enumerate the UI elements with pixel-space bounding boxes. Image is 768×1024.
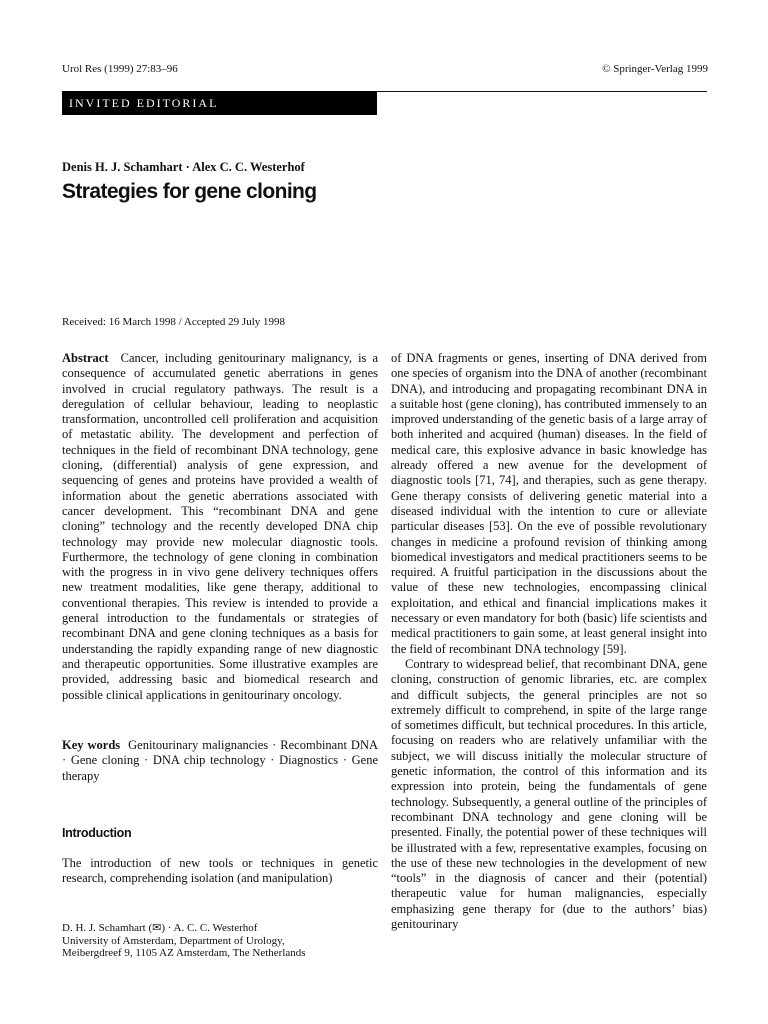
author-affiliation-footnote xyxy=(62,922,378,960)
footnote-line-1: D. H. J. Schamhart (✉) · A. C. C. Westerhof xyxy=(62,922,258,934)
received-dates: Received: 16 March 1998 / Accepted 29 July 1998 xyxy=(62,316,286,328)
journal-reference: Urol Res (1999) 27:83–96 xyxy=(62,63,178,75)
right-paragraph-1: of DNA fragments or genes, inserting of DNA derived from one species of organism into the DNA of another (recombinant DNA), and introducing and propagating recombinant DNA in a suitable host (gene cloning), has contributed immensely to an improved understanding of the genetic basis of a large array of both inherited and acquired (human) diseases. In the field of medical care, this explosive advance in basic knowledge has already offered a new avenue for the development of diagnostic tools [71, 74], and therapies, such as gene therapy. Gene therapy consists of delivering genetic material into a diseased individual with the intention to cure or alleviate particular diseases [53]. On the eve of possible revolutionary changes in medicine a profound revision of thinking among biomedical investigators and medical practitioners seems to be required. A fruitful participation in the discussions about the value of these new technologies, encompassing clinical exploitation, and ethical and financial implications makes it necessary or even mandatory for both (basic) life scientists and medical practitioners to gain some, at least general insight into the field of recombinant DNA technology [59]. xyxy=(391,351,707,656)
article-title: Strategies for gene cloning xyxy=(62,180,317,203)
abstract-text: Cancer, including genitourinary malignancy, is a consequence of accumulated genetic aberrations in genes involved in crucial regulatory pathways. The result is a deregulation of cellular behaviour, leading to neoplastic transformation, uncontrolled cell proliferation and acquisition of metastatic ability. The development and perfection of techniques in the field of recombinant DNA technology, gene cloning, (differential) analysis of gene expression, and sequencing of genes and proteins have provided a wealth of information about the genetic aberrations associated with cancer development. This “recombinant DNA and gene cloning” technology and the recently developed DNA chip technology may provide new molecular diagnostic tools. Furthermore, the technology of gene cloning in combination with the progress in in vivo gene delivery techniques offers new treatment modalities, like gene therapy, additional to conventional therapies. This review is intended to provide a general introduction to the fundamentals or strategies of recombinant DNA and gene cloning techniques as a basis for understanding the rapidly expanding range of new diagnostic and therapeutic opportunities. Some illustrative examples are provided, addressing basic and biomedical research and possible clinical applications in genitourinary oncology. xyxy=(62,351,379,702)
right-column xyxy=(391,351,707,932)
header-rule xyxy=(377,91,707,92)
keywords-text: Genitourinary malignancies · Recombinant DNA · Gene cloning · DNA chip technology · Diagnostics · Gene therapy xyxy=(62,738,379,783)
keywords xyxy=(62,738,378,784)
introduction-heading: Introduction xyxy=(62,826,132,840)
footnote-line-3: Meibergdreef 9, 1105 AZ Amsterdam, The Netherlands xyxy=(62,947,306,959)
copyright-notice: © Springer-Verlag 1999 xyxy=(602,63,708,75)
footnote-line-2: University of Amsterdam, Department of Urology, xyxy=(62,934,285,947)
introduction-text: The introduction of new tools or techniques in genetic research, comprehending isolation (and manipulation) xyxy=(62,856,378,886)
abstract xyxy=(62,351,378,703)
article-type-banner: INVITED EDITORIAL xyxy=(62,91,377,115)
keywords-label: Key words xyxy=(62,738,121,752)
right-paragraph-2: Contrary to widespread belief, that recombinant DNA, gene cloning, construction of genomic libraries, etc. are complex and difficult subjects, the general principles are not so extremely difficult to comprehend, in spite of the large range of sometimes difficult, but technical procedures. In this article, focusing on readers who are relatively unfamiliar with the subject, we will discuss initially the molecular structure of genetic information, the control of this information and its expression into protein, being the fundamentals of gene technology. Subsequently, a general outline of the principles of recombinant DNA technology and gene cloning will be presented. Finally, the potential power of these techniques will be illustrated with a few, representative examples, focusing on the use of these new technologies in the development of new “tools” in the diagnosis of cancer and their (potential) therapeutic value for human malignancies, especially emphasizing gene therapy for (due to the authors’ bias) genitourinary xyxy=(391,656,707,931)
abstract-label: Abstract xyxy=(62,351,109,365)
author-line: Denis H. J. Schamhart · Alex C. C. Westerhof xyxy=(62,160,305,174)
